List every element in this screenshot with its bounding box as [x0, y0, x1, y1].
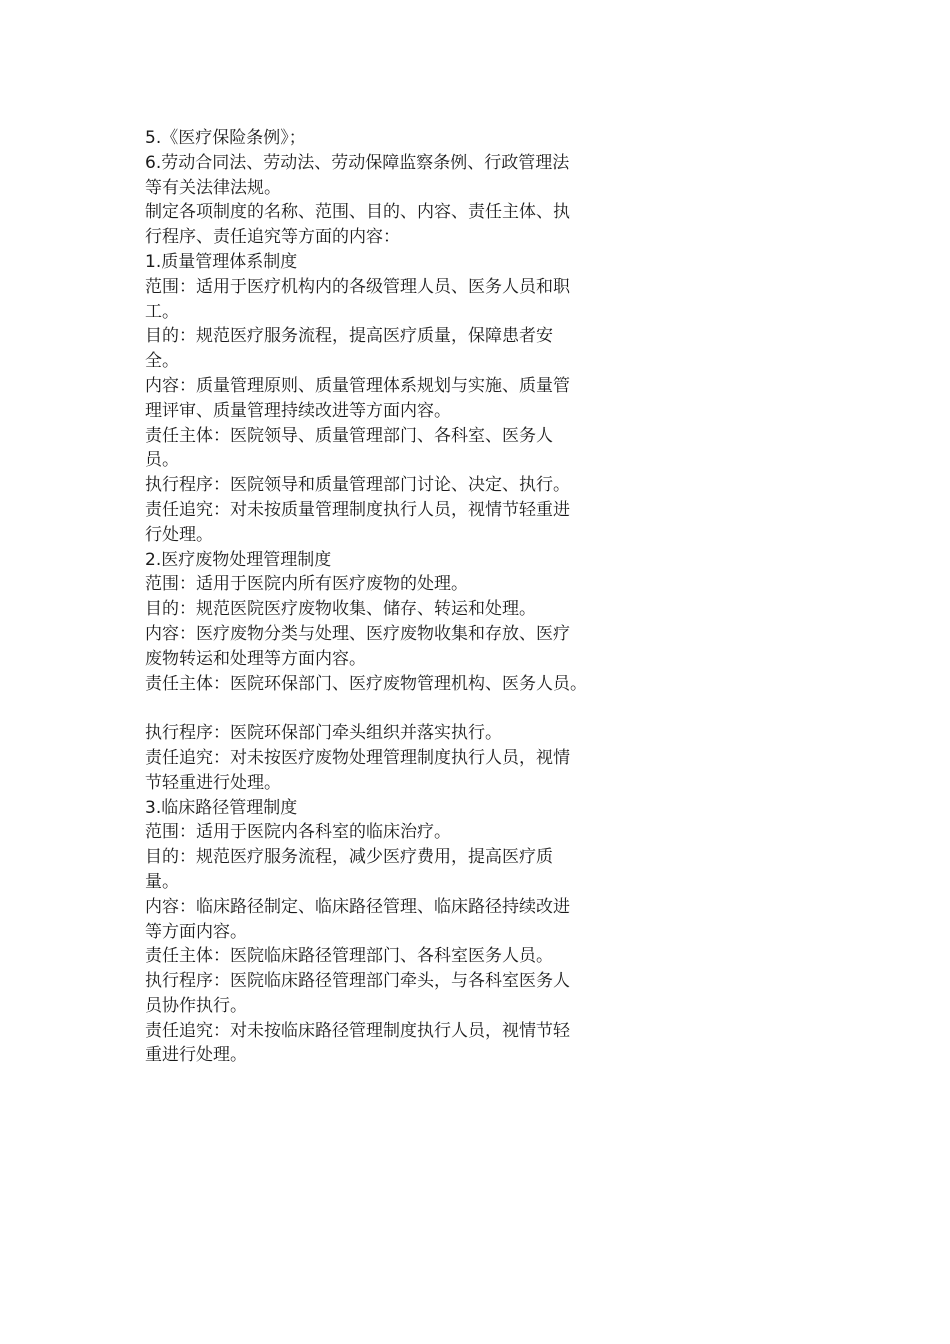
- section-3-content: 内容：临床路径制定、临床路径管理、临床路径持续改进 等方面内容。: [145, 896, 570, 942]
- section-3-scope: 范围：适用于医院内各科室的临床治疗。: [145, 822, 451, 843]
- section-2-heading: 2.医疗废物处理管理制度: [145, 549, 332, 570]
- section-2-content: 内容：医疗废物分类与处理、医疗废物收集和存放、医疗 废物转运和处理等方面内容。: [145, 623, 570, 669]
- section-3-heading: 3.临床路径管理制度: [145, 797, 298, 818]
- section-1-scope: 范围：适用于医疗机构内的各级管理人员、医务人员和职 工。: [145, 276, 570, 322]
- document-body: [145, 126, 645, 1068]
- section-3-accountability: 责任追究：对未按临床路径管理制度执行人员，视情节轻 重进行处理。: [145, 1020, 570, 1066]
- section-2-responsible: 责任主体：医院环保部门、医疗废物管理机构、医务人员。: [145, 673, 587, 694]
- section-2-scope: 范围：适用于医院内所有医疗废物的处理。: [145, 574, 468, 595]
- section-3-procedure: 执行程序：医院临床路径管理部门牵头，与各科室医务人 员协作执行。: [145, 971, 570, 1016]
- law-item-6: 6.劳动合同法、劳动法、劳动保障监察条例、行政管理法 等有关法律法规。: [145, 152, 570, 198]
- section-1-accountability: 责任追究：对未按质量管理制度执行人员，视情节轻重进 行处理。: [145, 499, 570, 545]
- section-2-purpose: 目的：规范医院医疗废物收集、储存、转运和处理。: [145, 599, 536, 620]
- blank-line: [145, 696, 645, 721]
- law-item-5: 5.《医疗保险条例》；: [145, 128, 306, 148]
- section-1-heading: 1.质量管理体系制度: [145, 251, 298, 272]
- section-1-procedure: 执行程序：医院领导和质量管理部门讨论、决定、执行。: [145, 475, 570, 496]
- section-2-procedure: 执行程序：医院环保部门牵头组织并落实执行。: [145, 723, 502, 744]
- section-1-purpose: 目的：规范医疗服务流程，提高医疗质量，保障患者安 全。: [145, 326, 553, 372]
- section-3-responsible: 责任主体：医院临床路径管理部门、各科室医务人员。: [145, 946, 553, 967]
- intro-paragraph: 制定各项制度的名称、范围、目的、内容、责任主体、执 行程序、责任追究等方面的内容：: [145, 202, 570, 248]
- section-1-responsible: 责任主体：医院领导、质量管理部门、各科室、医务人 员。: [145, 425, 553, 471]
- section-2-accountability: 责任追究：对未按医疗废物处理管理制度执行人员，视情 节轻重进行处理。: [145, 747, 570, 793]
- section-1-content: 内容：质量管理原则、质量管理体系规划与实施、质量管 理评审、质量管理持续改进等方面内容。: [145, 375, 570, 421]
- section-3-purpose: 目的：规范医疗服务流程，减少医疗费用，提高医疗质 量。: [145, 847, 553, 892]
